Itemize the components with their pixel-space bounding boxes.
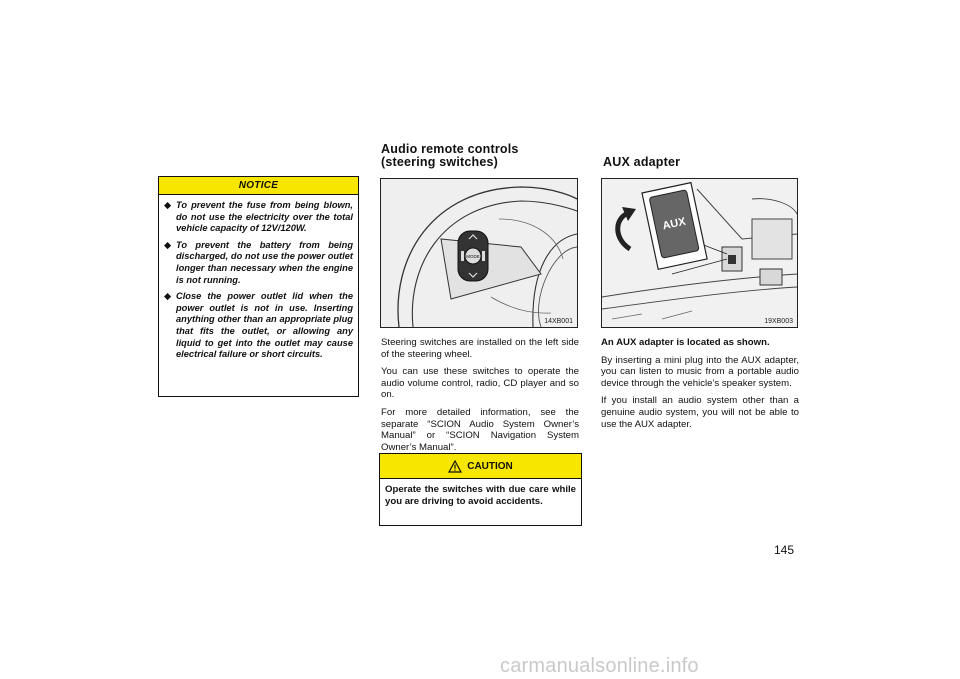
diamond-bullet-icon: ◆ [164,200,172,210]
page-number: 145 [774,543,795,557]
paragraph: Steering switches are installed on the left side of the steering wheel. [381,337,579,360]
diamond-bullet-icon: ◆ [164,239,172,250]
paragraph: You can use these switches to operate the audio volume control, radio, CD player and so on. [381,366,579,401]
steering-switch-figure [380,178,578,328]
watermark: carmanualsonline.info [500,655,699,677]
paragraph: If you install an audio system other than a genuine audio system, you will not be able to use the AUX adapter. [601,395,799,430]
caution-text: Operate the switches with due care while you are driving to avoid accidents. [385,484,576,507]
notice-item: ◆ To prevent the fuse from being blown, do not use the electricity over the total vehicle capacity of 12V/120W. [164,200,353,234]
paragraph: For more detailed information, see the separate “SCION Audio System Owner’s Manual” or “SCION Navigation System Owner’s Manual”. [381,406,579,453]
figure-code: 14XB001 [544,318,573,325]
notice-item: ◆ Close the power outlet lid when the power outlet is not in use. Inserting anything other than an appropriate plug that fits the outlet, or allowing any liquid to get into the outlet may cause electrical failure or short circuits. [164,291,353,360]
aux-lead: An AUX adapter is located as shown. [601,337,770,348]
notice-title: NOTICE [159,177,358,195]
switch-mode-label: MODE [466,254,480,259]
aux-body [601,337,799,436]
figure-code: 19XB003 [764,318,793,325]
aux-adapter-figure [601,178,798,328]
audio-remote-body [381,337,579,459]
caution-box [379,453,582,526]
warning-triangle-icon [448,460,462,473]
paragraph: By inserting a mini plug into the AUX adapter, you can listen to music from a portable audio device through the vehicle’s speaker system. [601,354,799,389]
aux-lid-label: AUX [661,215,687,233]
audio-remote-heading: Audio remote controls (steering switches) [381,142,519,169]
diamond-bullet-icon: ◆ [164,291,172,302]
caution-header [380,454,581,479]
aux-heading: AUX adapter [603,155,681,169]
caution-title: CAUTION [467,460,513,472]
notice-item: ◆ To prevent the battery from being discharged, do not use the power outlet longer than necessary when the engine is not running. [164,239,353,285]
notice-box [158,176,359,397]
notice-items [159,195,358,361]
